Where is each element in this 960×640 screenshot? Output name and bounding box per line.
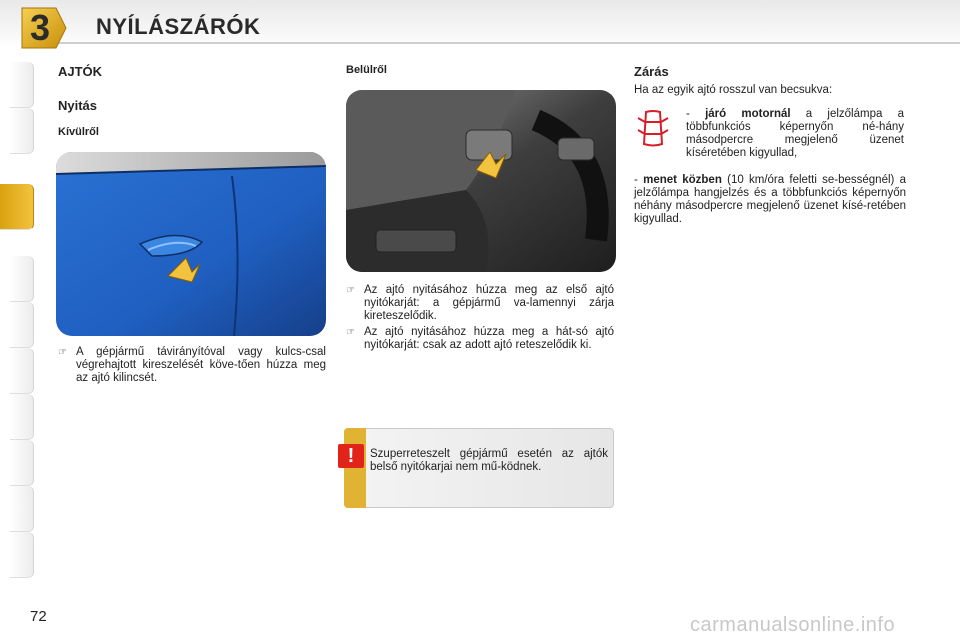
chapter-tab[interactable] — [10, 440, 34, 486]
chapter-tab-active[interactable] — [0, 184, 34, 230]
subsection-title: Nyitás — [58, 98, 98, 113]
finger-pointer-icon: ☞ — [346, 285, 355, 296]
door-open-warning-icon — [636, 110, 670, 148]
finger-pointer-icon: ☞ — [58, 347, 67, 358]
chapter-tab[interactable] — [10, 394, 34, 440]
chapter-tab[interactable] — [10, 108, 34, 154]
chapter-tab[interactable] — [10, 62, 34, 108]
chapter-number: 3 — [29, 7, 51, 48]
closing-item-engine — [686, 108, 904, 160]
inside-bullet-front — [346, 284, 614, 323]
door-inside-photo — [346, 90, 616, 272]
warning-accent-bar — [344, 428, 366, 508]
chapter-tab[interactable] — [10, 486, 34, 532]
watermark: carmanualsonline.info — [690, 614, 896, 636]
inside-bullet-rear-text: Az ajtó nyitásához húzza meg a hát-só ajtó nyitókarját: csak az adott ajtó reteszelődik ki. — [364, 326, 614, 351]
inside-bullet-front-text: Az ajtó nyitásához húzza meg az első ajtó nyitókarját: a gépjármű va-lamennyi zárja kireteszelődik. — [364, 284, 614, 322]
closing-item-engine-text: a jelzőlámpa a többfunkciós képernyőn né-hány másodpercre megjelenő üzenet kíséretében kigyullad, — [686, 108, 904, 159]
closing-item-engine-bold: járó motornál — [705, 108, 791, 120]
closing-item-driving — [634, 174, 906, 226]
warning-icon: ! — [338, 444, 364, 468]
door-handle-illustration — [56, 152, 326, 336]
closing-intro: Ha az egyik ajtó rosszul van becsukva: — [634, 84, 833, 96]
header-rule — [40, 42, 960, 44]
chapter-tab[interactable] — [10, 348, 34, 394]
warning-text: Szuperreteszelt gépjármű esetén az ajtók belső nyitókarjai nem mű-ködnek. — [370, 448, 608, 473]
closing-item-driving-text: (10 km/óra feletti se-bességnél) a jelzőlámpa hangjelzés és a többfunkciós képernyőn néhány másodpercre megjelenő üzenet kísé-retében kigyullad. — [634, 174, 907, 225]
inside-label: Belülről — [346, 64, 387, 76]
chapter-title: NYÍLÁSZÁRÓK — [96, 14, 261, 39]
section-title: AJTÓK — [58, 64, 103, 79]
outside-bullet-text: A gépjármű távirányítóval vagy kulcs-csal végrehajtott kireszelését köve-tően húzza meg az ajtó kilincsét. — [76, 346, 326, 384]
chapter-tab[interactable] — [10, 256, 34, 302]
page-number: 72 — [30, 608, 47, 625]
outside-label: Kívülről — [58, 126, 99, 138]
chapter-tab[interactable] — [10, 302, 34, 348]
closing-item-driving-dash: - — [634, 174, 638, 186]
closing-title: Zárás — [634, 64, 669, 79]
finger-pointer-icon: ☞ — [346, 327, 355, 338]
outside-bullet — [58, 346, 326, 385]
inside-bullet-rear — [346, 326, 614, 352]
chapter-tab[interactable] — [10, 532, 34, 578]
interior-handle-illustration — [346, 90, 616, 272]
door-outside-photo — [56, 152, 326, 336]
closing-item-engine-dash: - — [686, 108, 690, 120]
chapter-tabs — [0, 62, 40, 582]
closing-item-driving-bold: menet közben — [643, 174, 722, 186]
